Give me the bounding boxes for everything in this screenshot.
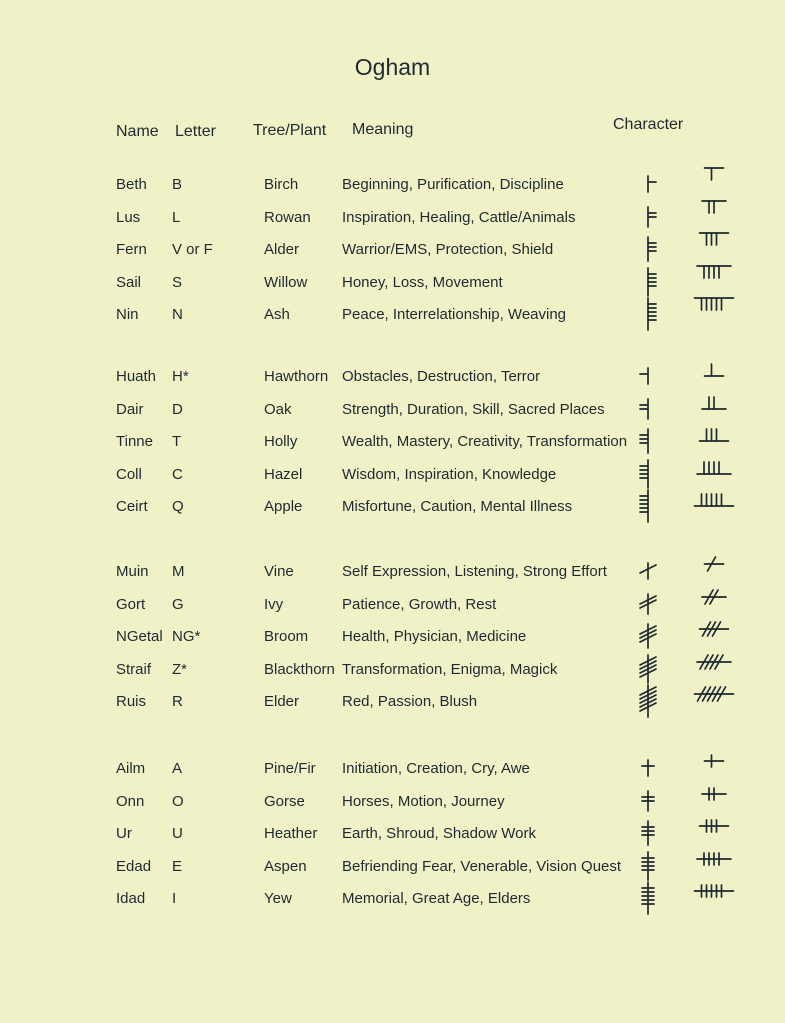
row-letter: B (172, 176, 183, 193)
row-meaning: Health, Physician, Medicine (342, 628, 527, 645)
ogham-vertical-glyph (628, 876, 668, 920)
row-tree: Rowan (264, 208, 311, 226)
row-letter: G (172, 595, 184, 613)
ogham-horizontal-glyph (682, 227, 746, 257)
row-name: Onn (116, 792, 145, 810)
row-tree: Blackthorn (264, 660, 335, 678)
row-name: Ruis (116, 693, 147, 710)
page-title: Ogham (354, 54, 431, 80)
ogham-horizontal-glyph (682, 679, 746, 709)
row-name: Idad (116, 890, 146, 907)
row-tree: Willow (264, 273, 308, 291)
ogham-vertical-glyph (628, 484, 668, 528)
row-meaning: Warrior/EMS, Protection, Shield (342, 241, 554, 258)
row-letter: S (172, 273, 183, 291)
row-tree: Hawthorn (264, 368, 329, 385)
row-name: Straif (116, 660, 152, 678)
row-meaning: Patience, Growth, Rest (342, 595, 497, 613)
row-letter: U (172, 825, 183, 842)
ogham-horizontal-glyph (682, 484, 746, 514)
row-name: Nin (116, 306, 139, 323)
header-meaning: Meaning (352, 121, 414, 138)
row-meaning: Befriending Fear, Venerable, Vision Quest (342, 857, 622, 875)
row-tree: Oak (264, 400, 292, 418)
row-tree: Gorse (264, 792, 305, 810)
table-row (0, 498, 785, 526)
row-letter: Q (172, 498, 184, 515)
row-tree: Ash (264, 306, 290, 323)
ogham-horizontal-glyph (682, 162, 746, 192)
row-meaning: Self Expression, Listening, Strong Effort (342, 563, 607, 580)
row-meaning: Beginning, Purification, Discipline (342, 176, 564, 193)
row-tree: Broom (264, 628, 309, 645)
row-tree: Pine/Fir (264, 760, 316, 777)
row-letter: E (172, 857, 183, 875)
ogham-vertical-glyph (628, 679, 668, 723)
row-meaning: Horses, Motion, Journey (342, 792, 505, 810)
row-name: Lus (116, 208, 141, 226)
row-name: Ur (116, 825, 132, 842)
row-letter: O (172, 792, 184, 810)
row-meaning: Peace, Interrelationship, Weaving (342, 306, 567, 323)
header-letter: Letter (175, 123, 216, 140)
row-meaning: Honey, Loss, Movement (342, 273, 503, 291)
row-name: Gort (116, 595, 146, 613)
row-tree: Ivy (264, 595, 284, 613)
ogham-horizontal-glyph (682, 844, 746, 874)
row-letter: M (172, 563, 185, 580)
row-letter: R (172, 693, 183, 710)
row-letter: NG* (172, 628, 201, 645)
row-meaning: Wealth, Mastery, Creativity, Transformation (342, 433, 628, 450)
row-letter: L (172, 208, 181, 226)
row-tree: Vine (264, 563, 294, 580)
header-tree: Tree/Plant (253, 122, 327, 139)
row-letter: I (172, 890, 177, 907)
row-name: Tinne (116, 433, 153, 450)
ogham-vertical-glyph (628, 292, 668, 336)
row-name: Muin (116, 563, 149, 580)
row-name: Ailm (116, 760, 146, 777)
ogham-horizontal-glyph (682, 746, 746, 776)
row-letter: C (172, 465, 183, 483)
row-meaning: Red, Passion, Blush (342, 693, 478, 710)
ogham-horizontal-glyph (682, 354, 746, 384)
row-meaning: Misfortune, Caution, Mental Illness (342, 498, 573, 515)
row-name: Huath (116, 368, 157, 385)
row-tree: Yew (264, 890, 292, 907)
row-meaning: Earth, Shroud, Shadow Work (342, 825, 536, 842)
row-name: Edad (116, 857, 152, 875)
ogham-horizontal-glyph (682, 549, 746, 579)
row-tree: Holly (264, 433, 298, 450)
row-name: Coll (116, 465, 142, 483)
table-row (0, 306, 785, 334)
row-name: Ceirt (116, 498, 148, 515)
row-name: Beth (116, 176, 147, 193)
row-tree: Apple (264, 498, 303, 515)
row-letter: H* (172, 368, 189, 385)
ogham-horizontal-glyph (682, 582, 746, 612)
row-meaning: Transformation, Enigma, Magick (342, 660, 558, 678)
ogham-horizontal-glyph (682, 260, 746, 290)
row-meaning: Wisdom, Inspiration, Knowledge (342, 465, 557, 483)
ogham-horizontal-glyph (682, 452, 746, 482)
ogham-horizontal-glyph (682, 614, 746, 644)
row-meaning: Obstacles, Destruction, Terror (342, 368, 541, 385)
ogham-horizontal-glyph (682, 876, 746, 906)
row-letter: Z* (172, 660, 187, 678)
row-name: Fern (116, 241, 147, 258)
ogham-horizontal-glyph (682, 647, 746, 677)
row-meaning: Initiation, Creation, Cry, Awe (342, 760, 530, 777)
row-tree: Heather (264, 825, 318, 842)
row-tree: Alder (264, 241, 300, 258)
ogham-horizontal-glyph (682, 195, 746, 225)
ogham-horizontal-glyph (682, 811, 746, 841)
row-meaning: Inspiration, Healing, Cattle/Animals (342, 208, 576, 226)
header-character: Character (613, 116, 684, 133)
table-row (0, 693, 785, 721)
row-tree: Aspen (264, 857, 307, 875)
row-meaning: Memorial, Great Age, Elders (342, 890, 531, 907)
row-tree: Elder (264, 693, 300, 710)
row-name: Dair (116, 400, 144, 418)
table-row (0, 890, 785, 918)
ogham-horizontal-glyph (682, 419, 746, 449)
row-letter: A (172, 760, 183, 777)
ogham-horizontal-glyph (682, 779, 746, 809)
ogham-horizontal-glyph (682, 387, 746, 417)
row-letter: N (172, 306, 183, 323)
row-meaning: Strength, Duration, Skill, Sacred Places (342, 400, 605, 418)
row-name: NGetal (116, 628, 163, 645)
row-letter: T (172, 433, 182, 450)
row-tree: Birch (264, 176, 299, 193)
row-tree: Hazel (264, 465, 303, 483)
row-letter: D (172, 400, 183, 418)
row-name: Sail (116, 273, 142, 291)
header-name: Name (116, 123, 159, 140)
row-letter: V or F (172, 241, 213, 258)
ogham-horizontal-glyph (682, 292, 746, 322)
